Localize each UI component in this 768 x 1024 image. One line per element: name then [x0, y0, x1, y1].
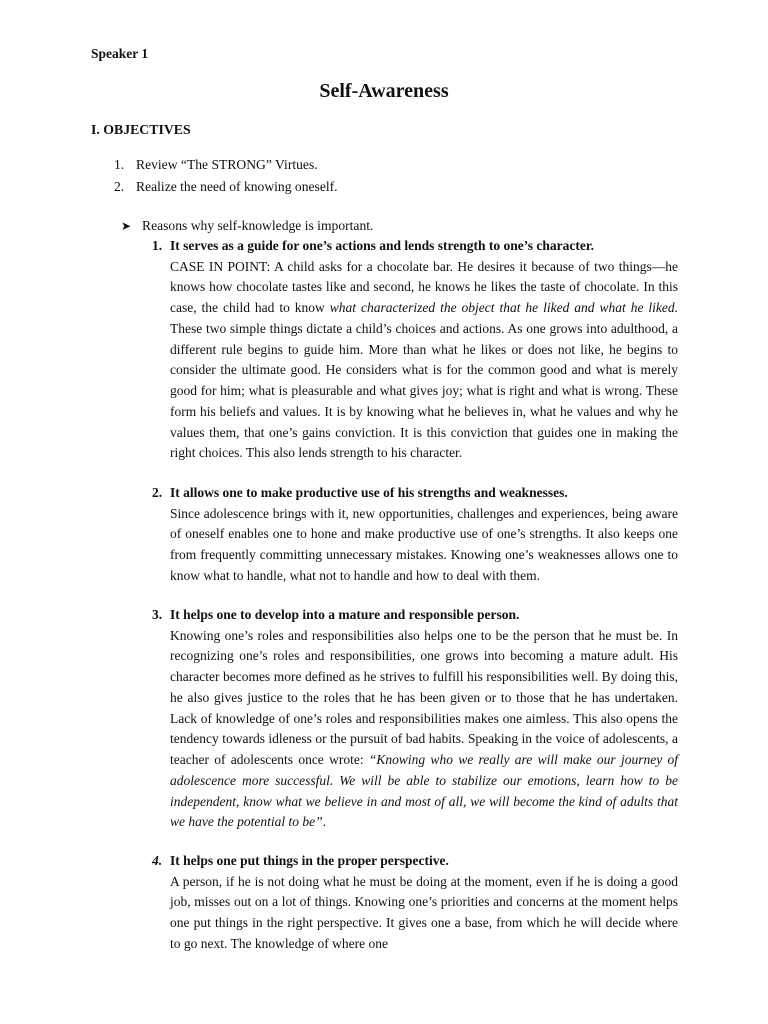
reason-item-2 [152, 483, 678, 587]
page-title: Self-Awareness [319, 80, 449, 102]
reason-heading: 2. It allows one to make productive use of his strengths and weaknesses. [152, 485, 568, 500]
list-item: 1. Review “The STRONG” Virtues. [114, 157, 318, 172]
reason-body: A person, if he is not doing what he must be doing at the moment, even if he is doing a good job, misses out on a lot of things. Knowing one’s priorities and concerns at the moment helps one put things in the right perspective. It gives one a base, from which he will decide where to go next. The knowledge of where one [170, 873, 678, 951]
reason-body: Knowing one’s roles and responsibilities also helps one to be the person that he must be. In recognizing one’s roles and responsibilities, one grows into becoming a mature adult. His character becomes more defined as he strives to fulfill his responsibilities well. By doing this, he also gives justice to the roles that he has been given or to those that he has undertaken. Lack of knowledge of one’s roles and responsibilities makes one aimless. This also opens the tendency towards idleness or the pursuit of bad habits. Speaking in the voice of adolescents, a teacher of adolescents once wrote: “Knowing who we really are will make our journey of adolescence more successful. We will be able to stabilize our emotions, learn how to be independent, know what we believe in and most of all, we will become the kind of adults that we have the potential to be”. [170, 627, 678, 830]
reason-item-1 [152, 236, 678, 464]
reasons-intro: ➤ Reasons why self-knowledge is important. [121, 216, 373, 236]
reason-heading: 3. It helps one to develop into a mature and responsible person. [152, 607, 520, 622]
arrow-bullet-icon: ➤ [121, 219, 132, 233]
reason-heading: 4. It helps one put things in the proper perspective. [152, 853, 449, 868]
reason-body: Since adolescence brings with it, new opportunities, challenges and experiences, being aware of oneself enables one to hone and make productive use of one’s strengths. It also keeps one from frequently committing unnecessary mistakes. Knowing one’s weaknesses allows one to know what to handle, what not to handle and how to deal with them. [170, 505, 678, 583]
reason-item-4 [152, 851, 678, 955]
reason-body: CASE IN POINT: A child asks for a chocolate bar. He desires it because of two things—he knows how chocolate tastes like and second, he knows he likes the taste of chocolate. In this case, the child had to know what characterized the object that he liked and what he liked. These two simple things dictate a child’s choices and actions. As one grows into adulthood, a different rule begins to guide him. More than what he likes or does not like, he begins to consider the ultimate good. He considers what is for the common good and what is merely good for him; what is pleasurable and what gives joy; what is right and what is wrong. These form his beliefs and values. It is by knowing what he believes in, what he values and why he values them, that one’s gains conviction. It is this conviction that guides one in making the right choices. This also lends strength to his character. [170, 258, 678, 461]
reason-heading: 1. It serves as a guide for one’s actions and lends strength to one’s character. [152, 238, 594, 253]
objectives-list [114, 154, 338, 198]
speaker-label: Speaker 1 [91, 46, 149, 61]
reason-item-3 [152, 605, 678, 833]
list-item: 2. Realize the need of knowing oneself. [114, 179, 338, 194]
objectives-heading: I. OBJECTIVES [91, 122, 191, 137]
